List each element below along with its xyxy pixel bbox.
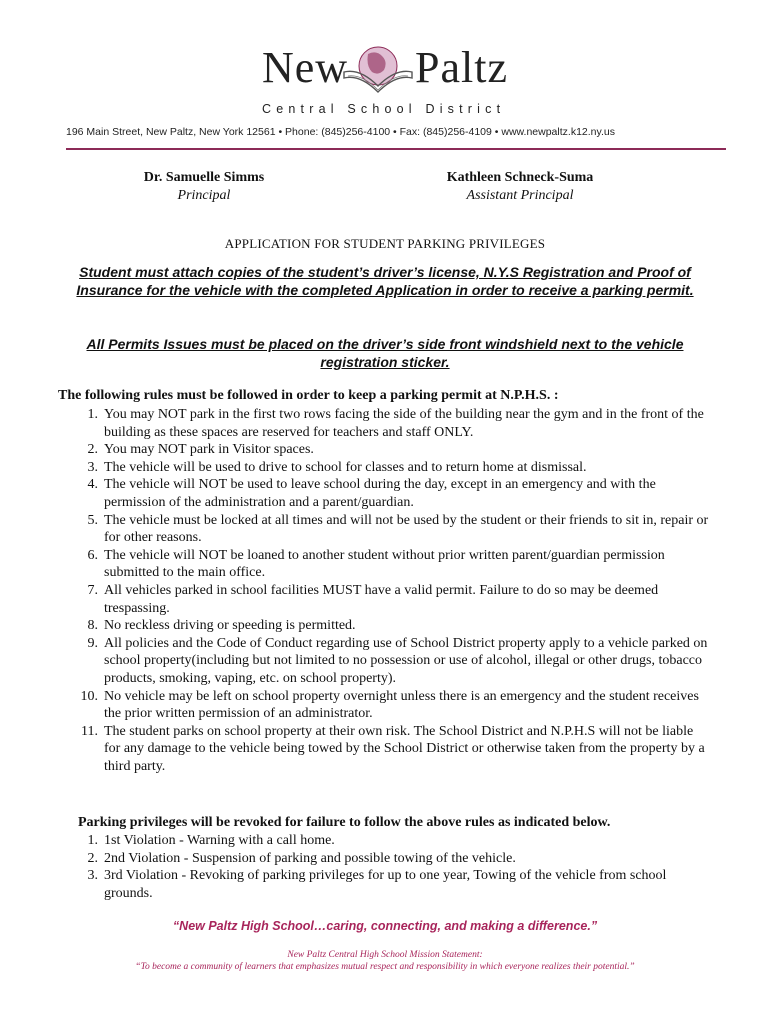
rule-item <box>60 723 710 776</box>
assistant-principal-name: Kathleen Schneck-Suma <box>446 170 594 185</box>
rule-number: 10. <box>80 688 98 704</box>
penalty-item <box>60 832 710 850</box>
school-motto: “New Paltz High School…caring, connecting, and making a difference.” <box>172 919 598 933</box>
rules-list <box>60 406 710 775</box>
principal-name: Dr. Samuelle Simms <box>143 170 265 185</box>
assistant-principal-title: Assistant Principal <box>466 188 574 203</box>
rule-item <box>60 476 710 511</box>
rule-item <box>60 582 710 617</box>
mission-statement-label: New Paltz Central High School Mission Statement: <box>287 950 483 960</box>
mission-statement-text: “To become a community of learners that emphasizes mutual respect and responsibility in which everyone realizes their potential.” <box>135 962 635 972</box>
penalty-number: 1. <box>87 833 98 848</box>
rule-text: You may NOT park in the first two rows facing the side of the building near the gym and in the front of the building as these spaces are reserved for teachers and staff ONLY. <box>104 407 704 440</box>
rule-text: All vehicles parked in school facilities MUST have a valid permit. Failure to do so may be deemed trespassing. <box>104 582 659 616</box>
logo-wordmark-paltz: Paltz <box>415 43 508 92</box>
contact-line: 196 Main Street, New Paltz, New York 12561 • Phone: (845)256-4100 • Fax: (845)256-4109 • www.newpaltz.k12.ny.us <box>66 126 615 138</box>
logo-wordmark-new: New <box>262 43 349 92</box>
rule-text: The vehicle will NOT be loaned to another student without prior written parent/guardian permission submitted to the main office. <box>104 547 665 581</box>
penalty-list <box>60 832 710 902</box>
document-title: APPLICATION FOR STUDENT PARKING PRIVILEGES <box>224 236 546 251</box>
rule-number: 6. <box>87 547 98 563</box>
penalty-number: 3. <box>87 868 98 884</box>
penalty-item <box>60 867 710 902</box>
rule-number: 3. <box>87 459 98 475</box>
rule-text: All policies and the Code of Conduct regarding use of School District property apply to a vehicle parked on school property(including but not limited to no possession or use of alcohol, illegal or other drugs, tobacco products, smoking, vaping, etc. on school property). <box>104 635 708 686</box>
rule-number: 1. <box>87 407 98 422</box>
attachment-notice: Student must attach copies of the student’s driver’s license, N.Y.S Registration and Proof of Insurance for the vehicle with the completed Application in order to receive a parking permit. <box>76 264 694 298</box>
header-divider <box>66 148 726 150</box>
placement-notice: All Permits Issues must be placed on the driver’s side front windshield next to the vehicle registration sticker. <box>86 336 684 370</box>
rule-item <box>60 512 710 547</box>
rule-text: You may NOT park in Visitor spaces. <box>104 442 314 458</box>
penalty-heading: Parking privileges will be revoked for failure to follow the above rules as indicated below. <box>78 815 611 830</box>
principal-title: Principal <box>177 188 231 203</box>
rule-text: The vehicle will NOT be used to leave school during the day, except in an emergency and with the permission of the administration and a parent/guardian. <box>104 477 656 510</box>
rule-item <box>60 441 710 459</box>
rule-number: 9. <box>87 635 98 651</box>
rule-item <box>60 688 710 723</box>
rule-number: 7. <box>87 582 98 598</box>
penalty-item <box>60 850 710 868</box>
globe-book-logo-icon <box>338 42 418 102</box>
rule-text: The vehicle must be locked at all times and will not be used by the student or their friends to sit in, repair or for other reasons. <box>104 512 709 546</box>
rules-heading: The following rules must be followed in order to keep a parking permit at N.P.H.S. : <box>58 388 559 403</box>
rule-item <box>60 635 710 688</box>
rule-number: 5. <box>87 512 98 528</box>
rule-number: 2. <box>87 442 98 458</box>
district-subtitle: Central School District <box>262 102 506 116</box>
rule-number: 11. <box>81 723 98 739</box>
rule-text: No vehicle may be left on school property overnight unless there is an emergency and the student receives the prior written permission of an administrator. <box>104 688 699 722</box>
rule-number: 8. <box>87 618 98 634</box>
penalty-text: 1st Violation - Warning with a call home. <box>104 833 335 848</box>
principal-block <box>74 170 334 204</box>
rule-item <box>60 547 710 582</box>
penalty-number: 2. <box>87 850 98 866</box>
assistant-principal-block <box>390 170 650 204</box>
rule-item <box>60 406 710 441</box>
rule-text: The vehicle will be used to drive to school for classes and to return home at dismissal. <box>104 459 587 475</box>
penalty-text: 3rd Violation - Revoking of parking privileges for up to one year, Towing of the vehicle from school grounds. <box>104 868 667 901</box>
rule-item <box>60 459 710 477</box>
penalty-text: 2nd Violation - Suspension of parking and possible towing of the vehicle. <box>104 850 516 866</box>
rule-number: 4. <box>87 477 98 493</box>
rule-item <box>60 617 710 635</box>
rule-text: The student parks on school property at their own risk. The School District and N.P.H.S will not be liable for any damage to the vehicle being towed by the School District or otherwise taken from the property by a third party. <box>104 723 705 774</box>
rule-text: No reckless driving or speeding is permitted. <box>104 618 356 634</box>
